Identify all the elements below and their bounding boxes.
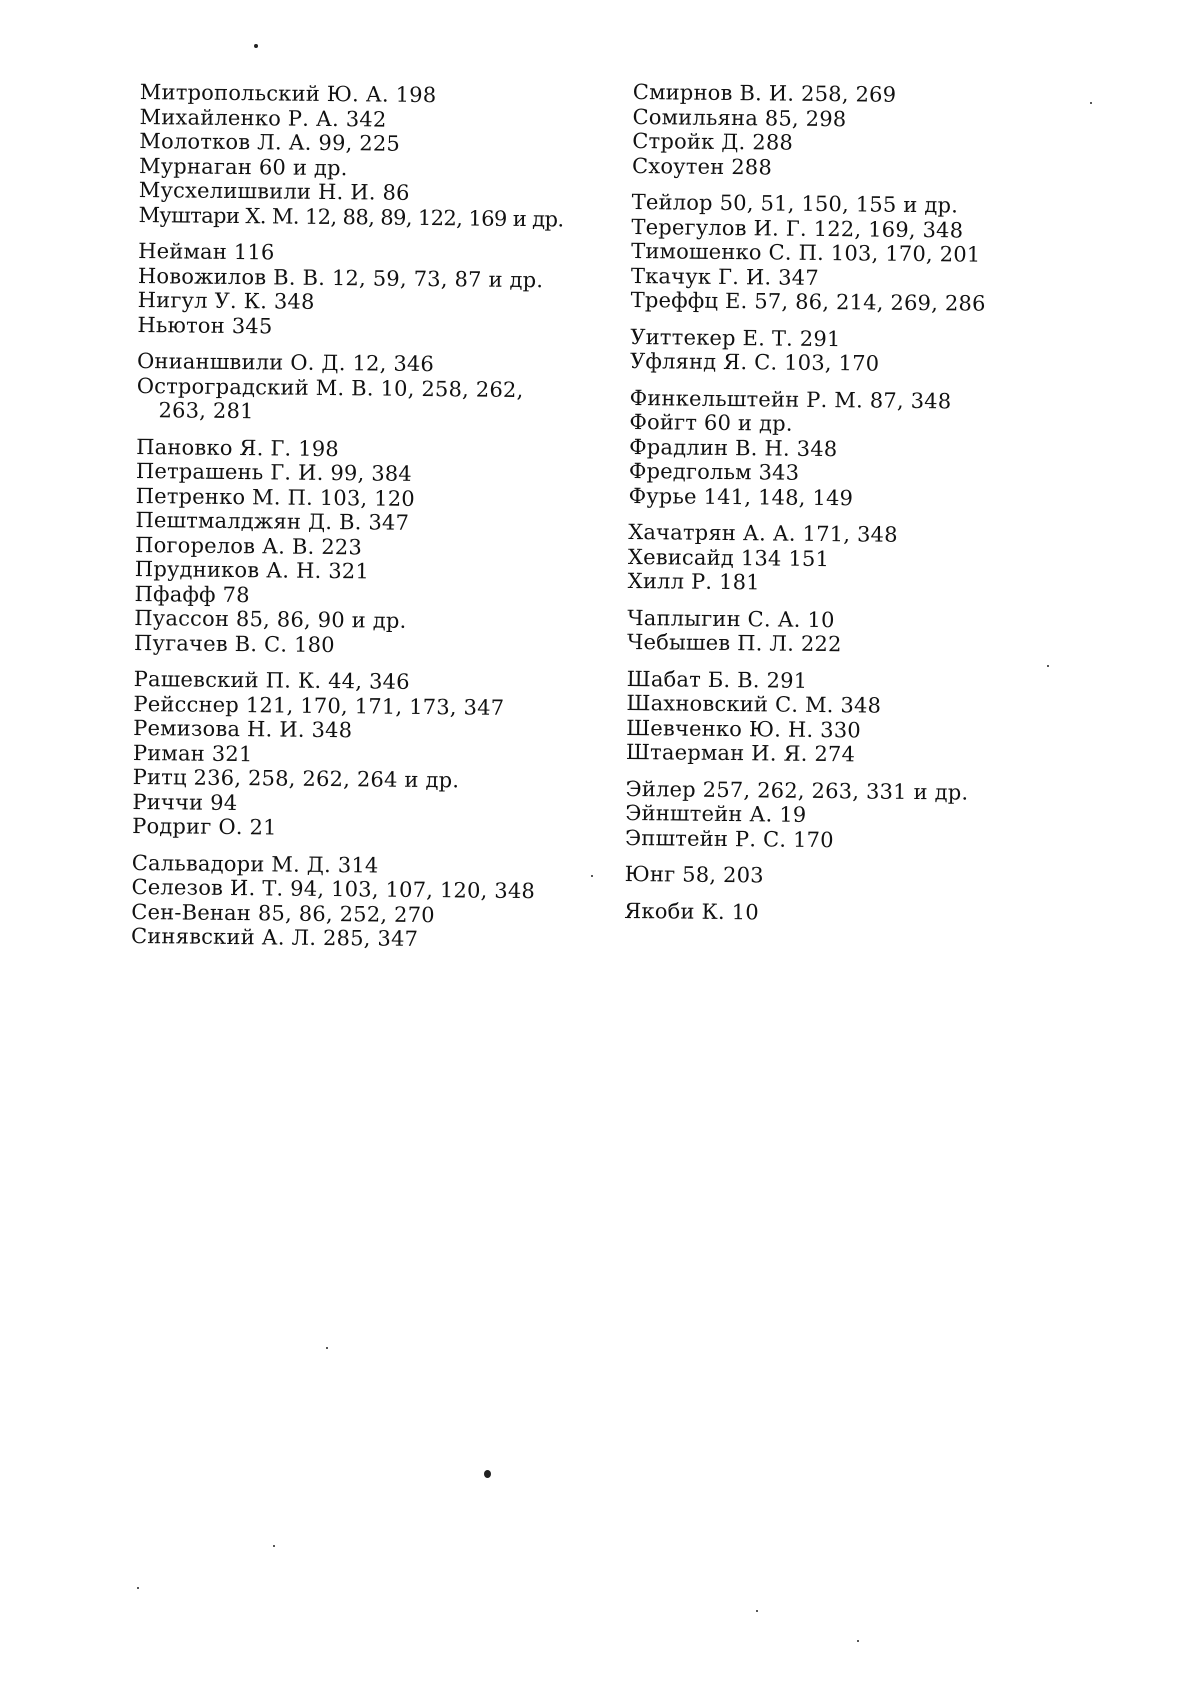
index-entry: Шахновский С. М. 348 [626,690,882,718]
index-group-t [631,190,1102,317]
index-entry: Петрашень Г. И. 99, 384 [135,458,413,486]
index-entry: Хачатрян А. А. 171, 348 [628,519,898,547]
index-entry: Новожилов В. В. 12, 59, 73, 87 и др. [137,263,544,292]
index-entry: Якоби К. 10 [624,898,759,924]
scan-speck [273,1545,275,1547]
index-entry: Стройк Д. 288 [632,128,794,155]
index-entry: Ритц 236, 258, 262, 264 и др. [132,764,460,793]
index-entry: Пештмалджян Д. В. 347 [135,507,410,535]
index-left-column [131,80,610,965]
index-group-s-cont [632,80,1103,183]
index-entry: Ремизова Н. И. 348 [133,715,353,743]
scan-speck [591,875,593,877]
index-entry: Нейман 116 [138,238,275,265]
index-entry: Мурнаган 60 и др. [138,153,348,180]
index-entry: Риччи 94 [132,789,238,815]
index-group-u [630,324,1100,378]
index-entry: Фрадлин В. Н. 348 [629,434,838,461]
index-entry: Фойгт 60 и др. [629,409,793,436]
index-entry: Ньютон 345 [137,312,273,338]
index-group-r [132,667,604,843]
index-entry: Шевченко Ю. Н. 330 [626,715,862,742]
index-entry: Эпштейн Р. С. 170 [624,825,834,852]
index-entry: Уфлянд Я. С. 103, 170 [629,348,880,376]
index-entry: Муштари Х. М. 12, 88, 89, 122, 169 и др. [138,202,564,231]
index-entry: Ткачук Г. И. 347 [630,263,819,290]
scan-speck [1047,665,1049,667]
index-entry: Нигул У. К. 348 [137,287,315,314]
index-entry: Сомильяна 85, 298 [632,104,847,131]
index-entry: Риман 321 [132,740,253,766]
index-entry: Тейлор 50, 51, 150, 155 и др. [631,189,959,218]
index-entry-continued-pages: 263, 281 [158,398,254,424]
index-group-s [131,850,602,953]
index-entry: Фурье 141, 148, 149 [628,483,854,510]
index-entry: Эйнштейн А. 19 [625,800,807,827]
index-entry: Онианшвили О. Д. 12, 346 [136,348,435,377]
scan-speck [756,1610,758,1612]
index-entry: Штаерман И. Я. 274 [625,739,856,767]
index-entry: Уиттекер Е. Т. 291 [630,324,841,351]
index-entry: Терегулов И. Г. 122, 169, 348 [631,214,964,242]
scan-speck [484,1470,491,1478]
scan-speck [857,1640,859,1642]
index-group-sh [626,666,1097,769]
index-entry: Тимошенко С. П. 103, 170, 201 [631,238,981,267]
index-entry: Погорелов А. В. 223 [135,532,363,559]
index-entry: Смирнов В. И. 258, 269 [632,80,897,107]
index-entry: Синявский А. Л. 285, 347 [130,923,419,951]
index-entry: Петренко М. П. 103, 120 [135,483,416,511]
index-entry: Хевисайд 134 151 [627,544,830,571]
index-entry: Сальвадори М. Д. 314 [131,850,379,878]
index-entry: Пановко Я. Г. 198 [136,434,340,461]
index-entry: Остроградский М. В. 10, 258, 262, [136,373,524,402]
index-entry: Родриг О. 21 [132,813,277,840]
index-entry: Пуассон 85, 86, 90 и др. [134,605,407,633]
index-group-ya [624,898,1094,927]
index-group-f [629,385,1100,512]
scan-speck [326,1347,328,1349]
index-entry-continuation [136,398,606,427]
scan-speck [1090,102,1092,104]
index-entry: Сен-Венан 85, 86, 252, 270 [131,899,435,927]
index-group-p [134,434,606,659]
index-entry: Прудников А. Н. 321 [134,556,370,584]
scan-speck [137,1587,139,1589]
index-entry: Молотков Л. А. 99, 225 [139,128,401,156]
index-entry: Хилл Р. 181 [627,568,760,595]
index-entry: Фредгольм 343 [628,458,800,485]
index-entry: Чаплыгин С. А. 10 [627,605,835,632]
index-group-o [136,349,607,427]
index-group-n [137,239,608,342]
index-entry: Пфафф 78 [134,581,250,607]
index-entry: Митропольский Ю. А. 198 [139,80,437,108]
index-entry: Шабат Б. В. 291 [626,666,808,693]
index-entry: Треффц Е. 57, 86, 214, 269, 286 [630,287,986,316]
index-entry: Схоутен 288 [631,153,773,179]
index-group-kh [628,520,1099,598]
index-entry: Мусхелишвили Н. И. 86 [138,177,410,205]
index-entry: Финкельштейн Р. М. 87, 348 [629,385,952,413]
index-group-m [138,80,610,232]
index-entry: Эйлер 257, 262, 263, 331 и др. [625,776,969,805]
index-entry: Юнг 58, 203 [624,861,764,888]
index-group-yu [625,862,1095,891]
index-entry: Селезов И. Т. 94, 103, 107, 120, 348 [131,874,536,904]
index-right-column [624,80,1103,940]
index-group-ch [627,605,1097,659]
index-entry: Пугачев В. С. 180 [133,630,335,657]
index-entry: Чебышев П. Л. 222 [626,629,842,657]
index-group-e [625,776,1096,854]
scan-speck [254,44,258,48]
index-entry: Михайленко Р. А. 342 [139,104,387,132]
index-entry: Рейсснер 121, 170, 171, 173, 347 [133,691,505,720]
index-entry: Рашевский П. К. 44, 346 [133,666,410,694]
